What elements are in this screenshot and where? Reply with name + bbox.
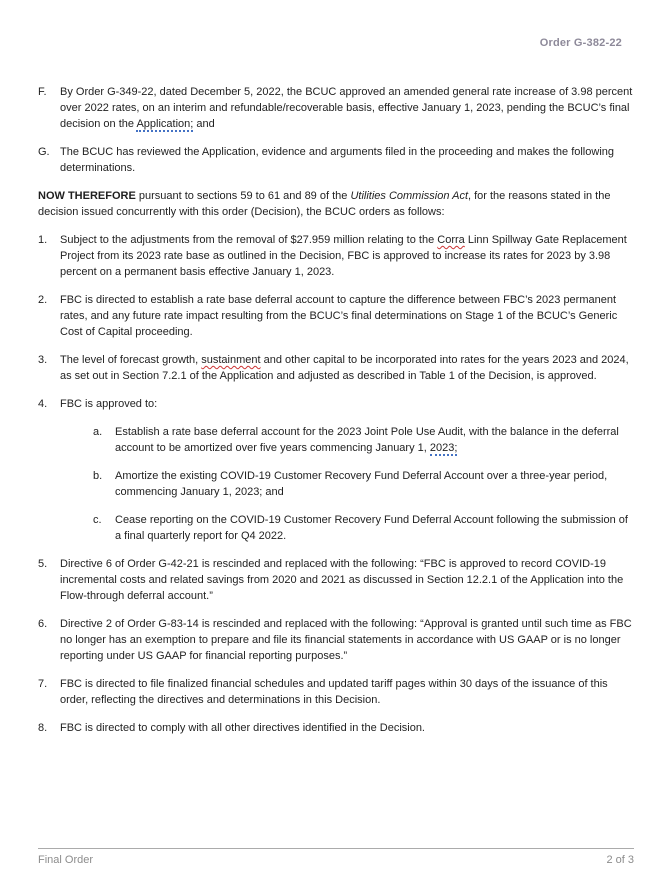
directive-item-7 bbox=[38, 676, 634, 708]
directive-text bbox=[60, 292, 634, 340]
directive-text bbox=[60, 720, 634, 736]
directive-number: 6. bbox=[38, 618, 48, 630]
directive-item-1 bbox=[38, 232, 634, 280]
directive-number: 4. bbox=[38, 398, 48, 410]
text-segment: FBC is directed to file finalized financial schedules and updated tariff pages within 30 days of the issuance of this order, reflecting the directives and determinations in this Decision. bbox=[60, 678, 608, 706]
subdirective-letter: c. bbox=[93, 514, 102, 526]
text-segment: Cease reporting on the COVID-19 Customer Recovery Fund Deferral Account following the submission of a final quarterly report for Q4 2022. bbox=[115, 514, 628, 542]
directive-number: 8. bbox=[38, 722, 48, 734]
order-number: Order G-382-22 bbox=[539, 37, 622, 49]
text-segment: Amortize the existing COVID-19 Customer Recovery Fund Deferral Account over a three-year period, commencing January 1, 2023; and bbox=[115, 470, 608, 498]
subdirective-letter: b. bbox=[93, 470, 103, 482]
subdirective-text bbox=[115, 468, 634, 500]
text-segment-spell-error: Corra bbox=[437, 234, 465, 246]
directive-item-4 bbox=[38, 396, 634, 544]
directive-number: 3. bbox=[38, 354, 48, 366]
directive-item-3 bbox=[38, 352, 634, 384]
recital-label: F. bbox=[38, 86, 47, 98]
directive-text bbox=[60, 352, 634, 384]
directive-number: 7. bbox=[38, 678, 48, 690]
text-segment: Directive 6 of Order G-42-21 is rescinded and replaced with the following: “FBC is approved to record COVID-19 incremental costs and related savings from 2020 and 2021 as discussed in Section 12.2.1 of the Application into the Flow-through deferral account.” bbox=[60, 558, 624, 602]
recital-text bbox=[60, 84, 634, 132]
directive-item-5 bbox=[38, 556, 634, 604]
directive-item-6 bbox=[38, 616, 634, 664]
text-segment: By Order G-349-22, dated December 5, 2022, the BCUC approved an amended general rate increase of 3.98 percent over 2022 rates, on an interim and refundable/recoverable basis, effective January 1, 2023, pending the BCUC’s final decision on the bbox=[60, 86, 633, 130]
footer-page-number: 2 of 3 bbox=[606, 854, 634, 866]
recital-item-g bbox=[38, 144, 634, 176]
preamble-paragraph bbox=[38, 188, 634, 220]
directive-number: 1. bbox=[38, 234, 48, 246]
subdirective-item-b bbox=[93, 468, 634, 500]
subdirective-text bbox=[115, 512, 634, 544]
directive-item-8 bbox=[38, 720, 634, 736]
text-segment: and bbox=[193, 118, 215, 130]
page-footer bbox=[38, 848, 634, 866]
recital-item-f bbox=[38, 84, 634, 132]
directive-text bbox=[60, 616, 634, 664]
directive-text bbox=[60, 396, 634, 412]
directive-item-2 bbox=[38, 292, 634, 340]
directive-intro bbox=[38, 396, 634, 412]
directive-text bbox=[60, 232, 634, 280]
text-segment-inserted: Application; bbox=[136, 118, 194, 130]
subdirective-item-c bbox=[93, 512, 634, 544]
subdirective-item-a bbox=[93, 424, 634, 456]
text-segment: The level of forecast growth, bbox=[60, 354, 202, 366]
text-segment: Establish a rate base deferral account for the 2023 Joint Pole Use Audit, with the balance in the deferral account to be amortized over five years commencing January 1, bbox=[115, 426, 619, 454]
recital-label: G. bbox=[38, 146, 50, 158]
text-segment: The BCUC has reviewed the Application, evidence and arguments filed in the proceeding and makes the following determinations. bbox=[60, 146, 614, 174]
text-segment-bold: NOW THEREFORE bbox=[38, 190, 136, 202]
text-segment: FBC is approved to: bbox=[60, 398, 158, 410]
subdirective-text bbox=[115, 424, 634, 456]
text-segment: pursuant to sections 59 to 61 and 89 of the bbox=[135, 190, 351, 202]
recital-text bbox=[60, 144, 634, 176]
footer-document-type: Final Order bbox=[38, 854, 94, 866]
subdirective-letter: a. bbox=[93, 426, 103, 438]
text-segment: Directive 2 of Order G-83-14 is rescinded and replaced with the following: “Approval is granted until such time as FBC no longer has an exemption to prepare and file its financial statements in accordance with US GAAP or is no longer reporting under US GAAP for financial reporting purposes.” bbox=[60, 618, 632, 662]
text-segment-italic: Utilities Commission Act bbox=[350, 190, 468, 202]
text-segment: FBC is directed to establish a rate base deferral account to capture the difference between FBC’s 2023 permanent rates, and any future rate impact resulting from the BCUC’s final determinations on Stage 1 of the BCUC’s Generic Cost of Capital proceeding. bbox=[60, 294, 618, 338]
text-segment: and other capital to be incorporated into rates for the years 2023 and 2024, as set out in Section 7.2.1 of the Application and adjusted as described in Table 1 of the Decision, is approved. bbox=[60, 354, 629, 382]
directive-number: 2. bbox=[38, 294, 48, 306]
text-segment-spell-error: sustainment bbox=[201, 354, 261, 366]
document-body bbox=[38, 84, 634, 748]
text-segment: Subject to the adjustments from the removal of $27.959 million relating to the bbox=[60, 234, 438, 246]
directive-text bbox=[60, 676, 634, 708]
directive-number: 5. bbox=[38, 558, 48, 570]
directive-text bbox=[60, 556, 634, 604]
text-segment: FBC is directed to comply with all other directives identified in the Decision. bbox=[60, 722, 425, 734]
text-segment: , for the reasons stated in the decision issued concurrently with this order (Decision), the BCUC orders as follows: bbox=[38, 190, 611, 218]
text-segment-inserted: 2023; bbox=[429, 442, 458, 454]
text-segment: Linn Spillway Gate Replacement Project from its 2023 rate base as outlined in the Decision, FBC is approved to increase its rates for 2023 by 3.98 percent on a permanent basis effective January 1, 2023. bbox=[60, 234, 627, 278]
